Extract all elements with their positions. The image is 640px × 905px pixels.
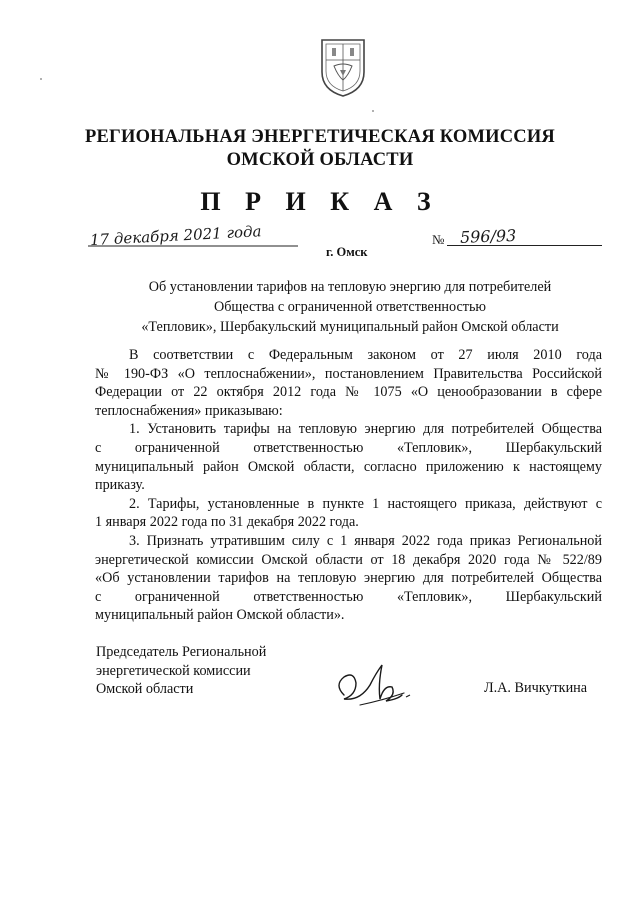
item3-line: с ограниченной ответственностью «Тепловик», Шербакульский xyxy=(95,588,602,605)
item1-line: приказу. xyxy=(95,477,145,494)
subject-line: «Тепловик», Шербакульский муниципальный район Омской области xyxy=(141,319,559,335)
handwritten-order-number xyxy=(458,224,568,248)
preamble-line: Федерации от 22 октября 2012 года № 1075 «О ценообразовании в сфере xyxy=(95,384,602,401)
city-label: г. Омск xyxy=(326,245,368,259)
item1-line: 1. Установить тарифы на тепловую энергию для потребителей Общества xyxy=(129,421,602,438)
item1-line: с ограниченной ответственностью «Тепловик», Шербакульский xyxy=(95,439,602,456)
order-subject xyxy=(100,277,600,337)
position-line: энергетической комиссии xyxy=(96,662,251,679)
position-line: Председатель Региональной xyxy=(96,644,267,660)
signatory-name: Л.А. Вичкуткина xyxy=(484,680,588,696)
coat-of-arms-emblem xyxy=(318,36,368,98)
handwritten-date-text: 17 декабря 2021 года xyxy=(89,222,262,250)
preamble-line: теплоснабжения» приказываю: xyxy=(95,402,283,419)
subject-line: Общества с ограниченной ответственностью xyxy=(213,299,487,315)
item1-line: муниципальный район Омской области, согласно приложению к настоящему xyxy=(95,458,602,475)
subject-line: Об установлении тарифов на тепловую энергию для потребителей xyxy=(148,279,552,295)
signatory-position xyxy=(96,643,266,699)
scan-speck xyxy=(372,110,374,112)
handwritten-date xyxy=(88,222,300,250)
scan-speck xyxy=(40,78,42,80)
preamble-line: № 190-ФЗ «О теплоснабжении», постановлением Правительства Российской xyxy=(95,365,602,382)
item3-line: энергетической комиссии Омской области от 18 декабря 2020 года № 522/89 xyxy=(95,551,602,568)
order-body xyxy=(95,346,602,625)
order-number-label: № xyxy=(432,232,445,247)
handwritten-signature xyxy=(330,655,420,715)
document-type-title: П Р И К А З xyxy=(200,187,440,216)
preamble-line: В соответствии с Федеральным законом от 27 июля 2010 года xyxy=(129,347,602,363)
handwritten-number-text: 596/93 xyxy=(459,225,517,247)
item3-line: муниципальный район Омской области». xyxy=(95,607,345,624)
organization-name-line1: РЕГИОНАЛЬНАЯ ЭНЕРГЕТИЧЕСКАЯ КОМИССИЯ xyxy=(84,127,555,147)
position-line: Омской области xyxy=(96,681,194,697)
organization-name-line2: ОМСКОЙ ОБЛАСТИ xyxy=(226,150,414,170)
item3-line: 3. Признать утратившим силу с 1 января 2022 года приказ Региональной xyxy=(129,532,602,549)
item3-line: «Об установлении тарифов на тепловую энергию для потребителей Общества xyxy=(95,570,602,587)
item2-line: 2. Тарифы, установленные в пункте 1 настоящего приказа, действуют с xyxy=(129,495,602,512)
item2-line: 1 января 2022 года по 31 декабря 2022 года. xyxy=(95,514,359,531)
